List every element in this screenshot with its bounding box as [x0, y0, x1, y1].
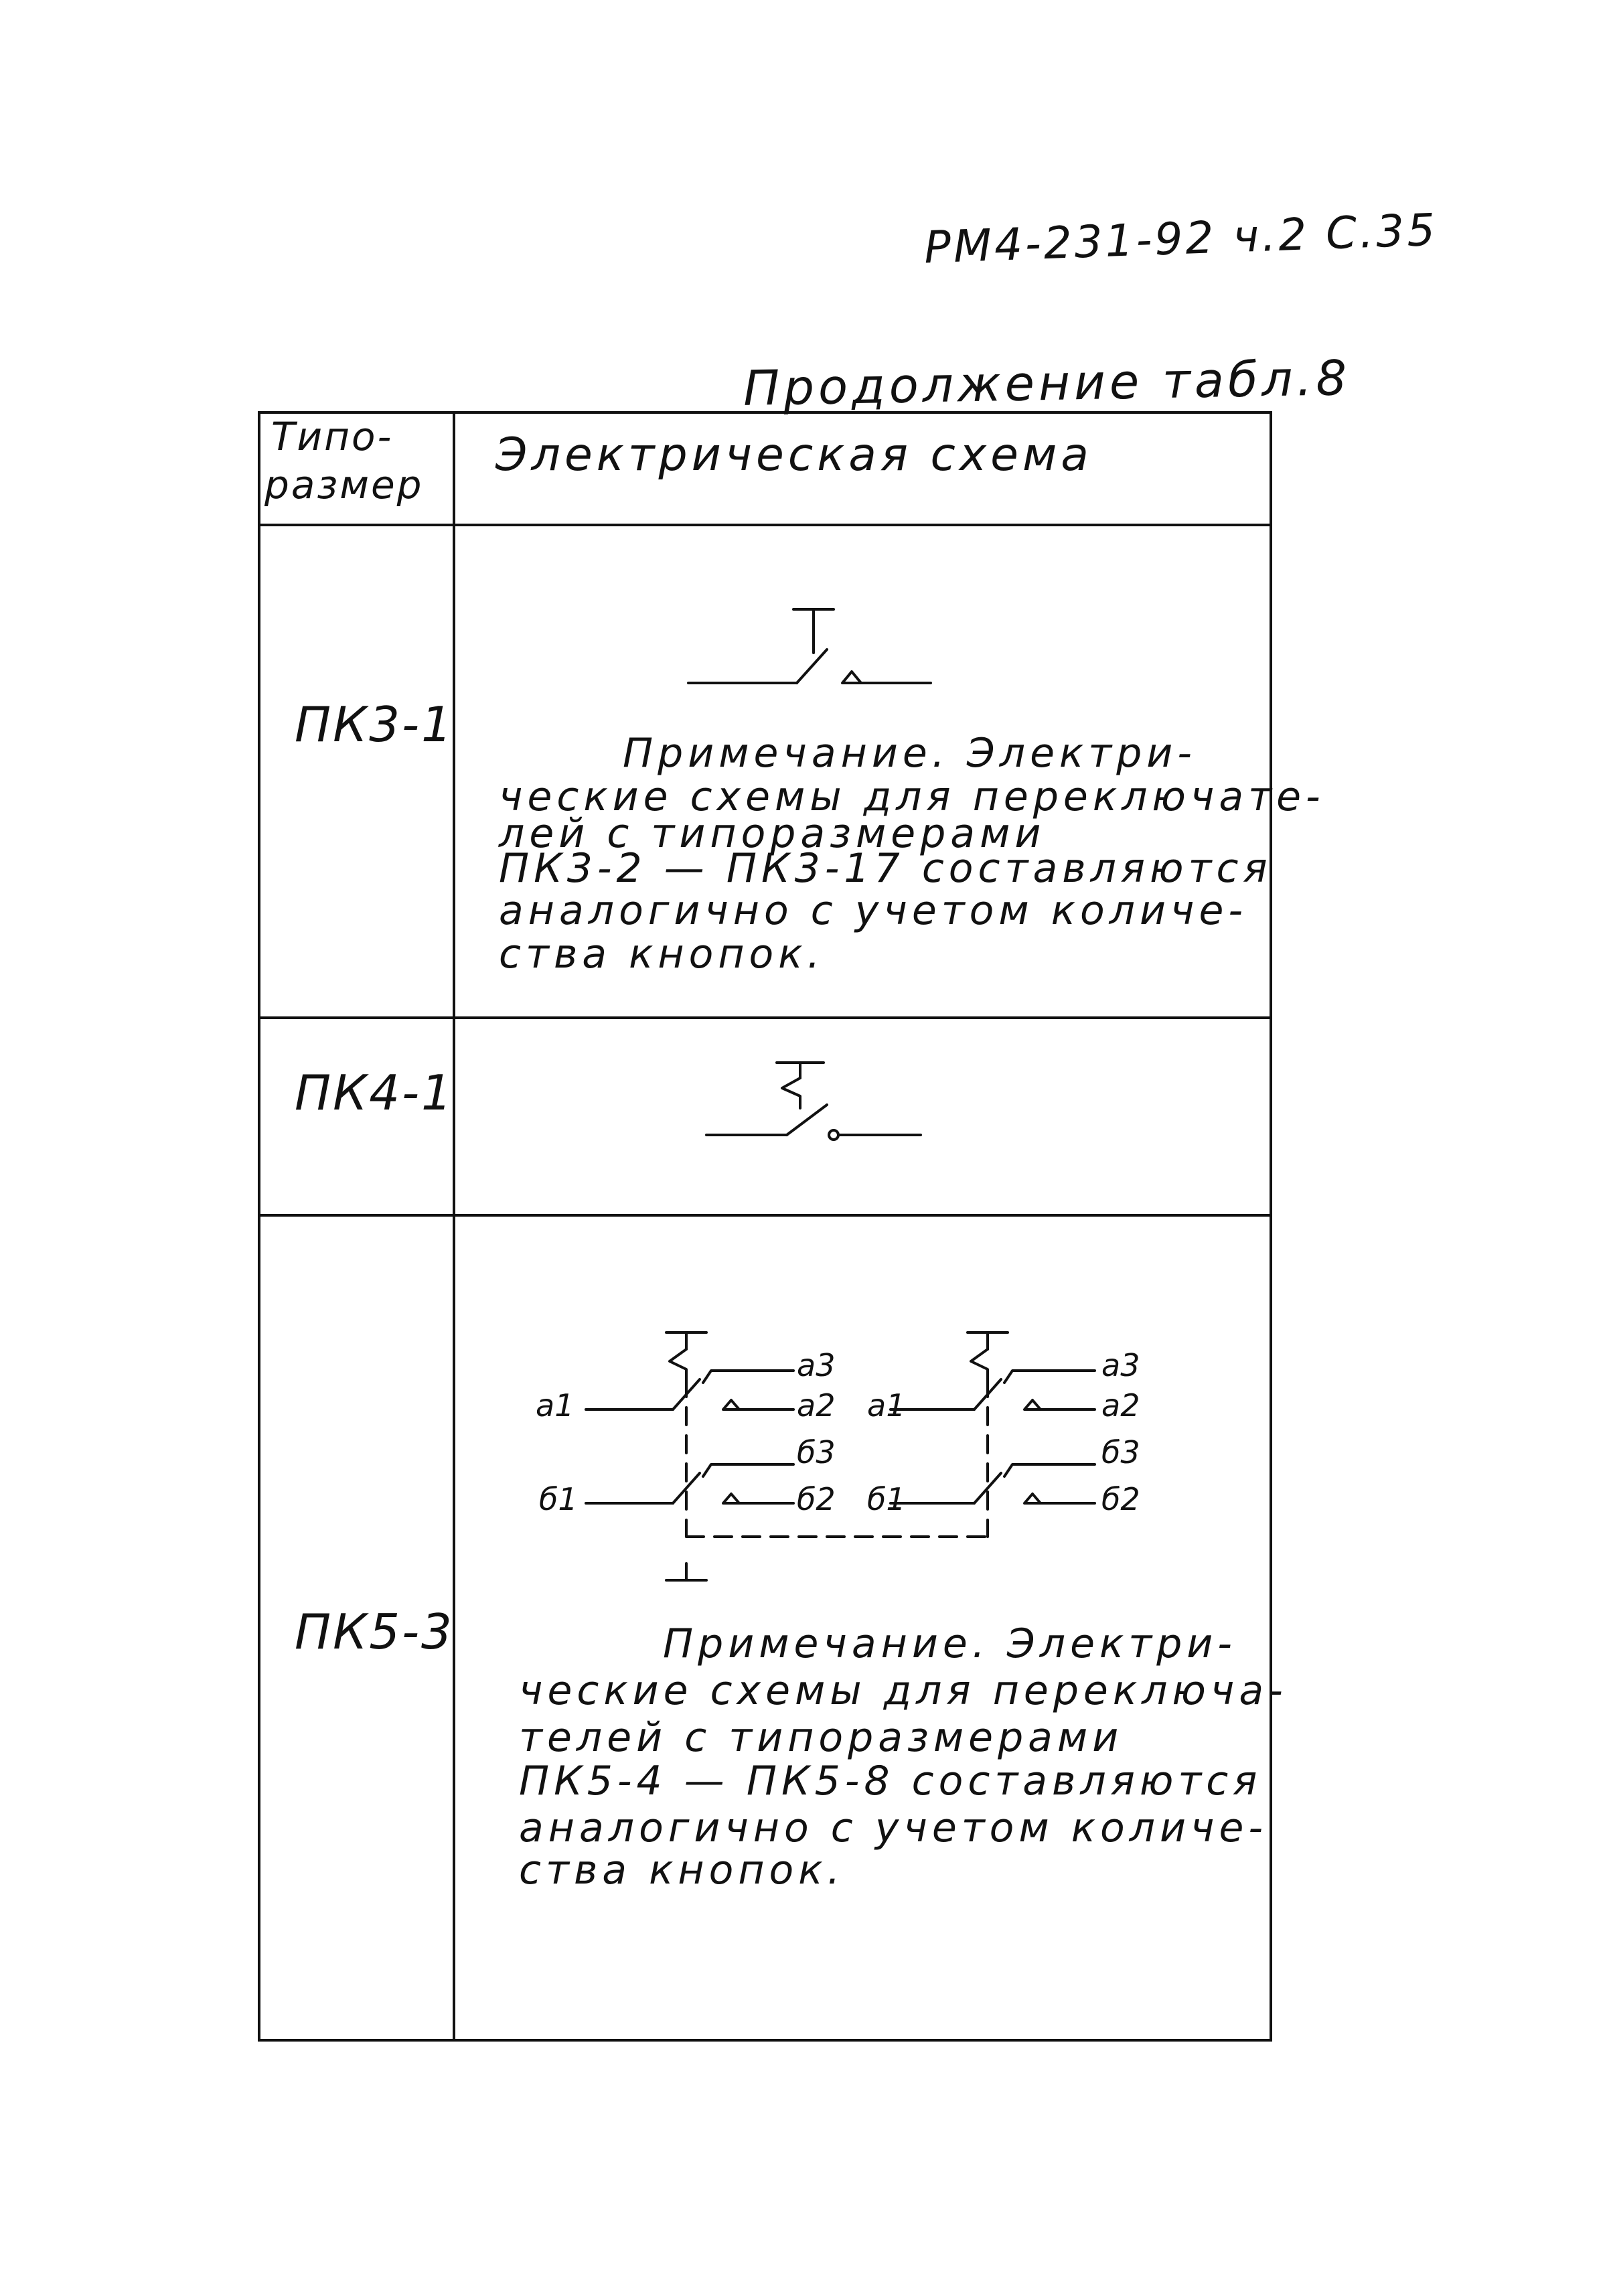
- label-a2: а2: [797, 1387, 836, 1424]
- note-line: аналогично с учетом количе-: [519, 1805, 1268, 1851]
- label-a3: а3: [1101, 1347, 1140, 1383]
- label-b2: б2: [1101, 1481, 1140, 1517]
- header-row-divider: [258, 524, 1272, 526]
- label-a1: а1: [867, 1387, 906, 1424]
- label-b3: б3: [1101, 1434, 1140, 1470]
- label-b3: б3: [797, 1434, 836, 1470]
- note-line: телей с типоразмерами: [519, 1714, 1124, 1761]
- note-line: ства кнопок.: [519, 1847, 845, 1894]
- note-line: ческие схемы для переключате-: [499, 773, 1325, 820]
- table-continuation-caption: Продолжение табл.8: [743, 350, 1351, 416]
- note-line: аналогично с учетом количе-: [499, 887, 1248, 934]
- header-type-size-line1: Типо-: [271, 414, 394, 459]
- contact-triangle-mark: [1024, 1494, 1041, 1503]
- row-divider: [258, 1214, 1272, 1217]
- label-b1: б1: [539, 1481, 578, 1517]
- note-line: лей с типоразмерами: [499, 810, 1046, 857]
- pushbutton-spring-symbol: [696, 1055, 978, 1155]
- pushbutton-switch-symbol: [683, 599, 964, 700]
- label-b2: б2: [797, 1481, 836, 1517]
- document-code: РМ4-231-92 ч.2 С.35: [923, 204, 1439, 274]
- row-type-size: ПК3-1: [295, 696, 454, 753]
- contact-b3-line: [1004, 1464, 1095, 1476]
- note-line: ПК5-4 — ПК5-8 составляются: [519, 1758, 1262, 1805]
- label-b1: б1: [867, 1481, 906, 1517]
- contact-a3-line: [1004, 1371, 1095, 1383]
- label-a3: а3: [797, 1347, 836, 1383]
- right-switch-group: [867, 1332, 1140, 1537]
- column-divider: [453, 411, 455, 2042]
- contact-triangle-mark: [1024, 1400, 1041, 1409]
- contact-triangle-mark: [723, 1400, 739, 1409]
- row-type-size: ПК5-3: [295, 1604, 454, 1660]
- note-line: ства кнопок.: [499, 931, 825, 978]
- contact-b3-line: [703, 1464, 793, 1476]
- spring-zigzag: [782, 1078, 800, 1108]
- row-divider: [258, 1016, 1272, 1019]
- label-a2: а2: [1101, 1387, 1140, 1424]
- note-line: Примечание. Электри-: [663, 1620, 1237, 1667]
- note-line: ческие схемы для переключа-: [519, 1667, 1288, 1714]
- note-line: Примечание. Электри-: [623, 730, 1197, 777]
- spring-zigzag: [971, 1349, 988, 1379]
- row-type-size: ПК4-1: [295, 1065, 454, 1121]
- contact-triangle-mark: [723, 1494, 739, 1503]
- spring-zigzag: [670, 1349, 686, 1379]
- contact-blade-line: [797, 649, 827, 683]
- contact-triangle-mark: [842, 672, 861, 683]
- dual-pushbutton-scheme: [529, 1322, 1185, 1590]
- header-electric-scheme: Электрическая схема: [495, 429, 1093, 481]
- note-line: ПК3-2 — ПК3-17 составляются: [499, 845, 1272, 892]
- contact-a3-line: [703, 1371, 793, 1383]
- header-type-size-line2: размер: [264, 462, 424, 508]
- label-a1: а1: [536, 1387, 574, 1424]
- left-switch-group: [536, 1332, 836, 1580]
- contact-terminal-circle: [829, 1130, 838, 1140]
- contact-blade-line: [787, 1105, 827, 1135]
